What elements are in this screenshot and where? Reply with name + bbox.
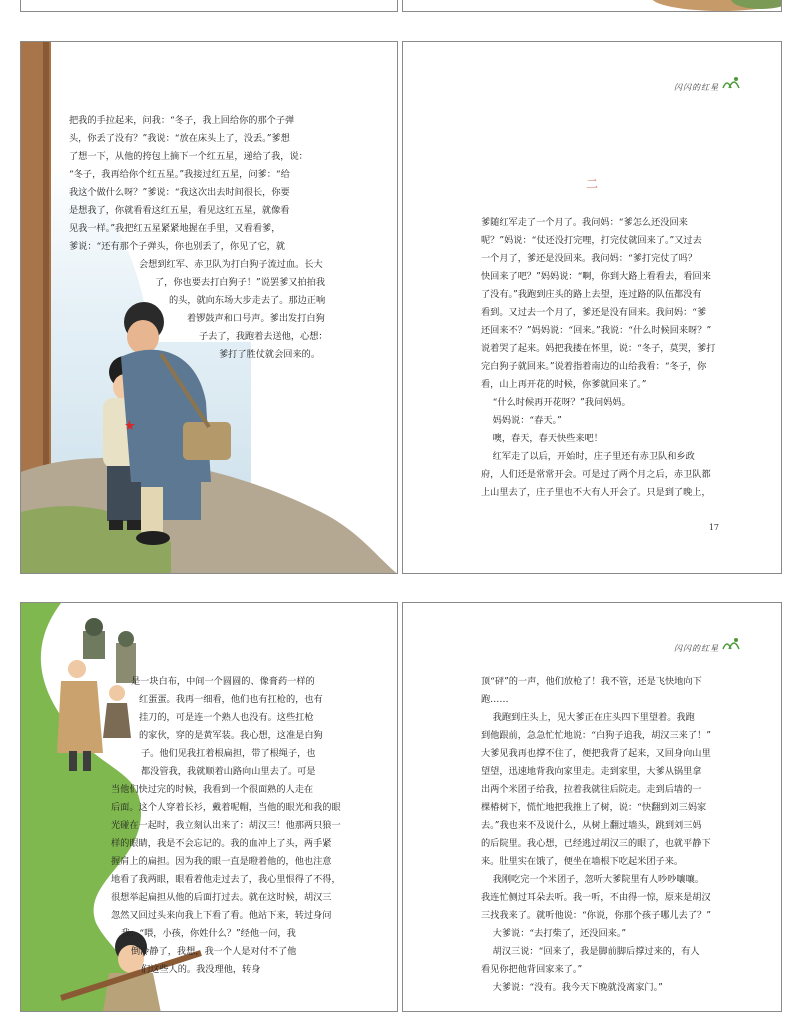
page-bottom-right-text xyxy=(481,673,711,997)
text-line: 的家伙，穿的是黄军装。我心想，这准是白狗 xyxy=(139,730,323,741)
text-line: 爹说：“还有那个子弹头，你也别丢了，你见了它，就 xyxy=(69,241,286,252)
text-line: 忽然又回过头来向我上下看了看。他站下来，转过身问 xyxy=(111,910,332,921)
text-line: “什么时候再开花呀？”我问妈妈。 xyxy=(481,397,631,408)
text-line: 都没管我，我就顺着山路向山里去了。可是 xyxy=(141,766,316,777)
text-line: 当他们快过完的时候，我看到一个很面熟的人走在 xyxy=(111,784,314,795)
text-line: 噢，春天，春天快些来吧！ xyxy=(481,433,603,444)
text-line: 是想我了，你就看看这红五星，看见这红五星，就像看 xyxy=(69,205,290,216)
text-line: 们这些人的。我没理他，转身 xyxy=(141,964,261,975)
text-line: 倒冷静了，我想，我一个人是对付不了他 xyxy=(131,946,297,957)
page-17-right xyxy=(402,41,782,574)
text-line: 握肩上的扁担。因为我的眼一直是瞪着他的，他也注意 xyxy=(111,856,332,867)
sprout-icon xyxy=(721,74,743,90)
text-line: 大爹说：“没有。我今天下晚就没离家门。” xyxy=(481,982,663,993)
text-line: 府，人们还是常常开会。可是过了两个月之后，赤卫队都 xyxy=(481,469,711,480)
page-bottom-left xyxy=(20,602,398,1012)
text-line: 到他跟前，急急忙忙地说：“白狗子追我，胡汉三来了！” xyxy=(481,730,711,741)
text-line: 红蛋蛋。我再一细看，他们也有扛枪的，也有 xyxy=(139,694,323,705)
chapter-mark: 二 xyxy=(585,177,598,191)
text-line: “冬子，我再给你个红五星。”我接过红五星，问爹：“给 xyxy=(69,169,290,180)
text-line: 把我的手拉起来，问我：“冬子，我上回给你的那个子弹 xyxy=(69,115,295,126)
text-line: 跑…… xyxy=(481,694,509,705)
text-line: 子。他们见我扛着根扁担，带了根绳子，也 xyxy=(141,748,316,759)
sprout-icon xyxy=(721,635,743,651)
text-line: 快回来了吧？”妈妈说：“啊，你到大路上看看去，看回来 xyxy=(481,271,711,282)
page-bottom-left-text xyxy=(111,673,341,979)
text-line: 望望，迅速地背我向家里走。走到家里，大爹从锅里拿 xyxy=(481,766,702,777)
previous-page-right xyxy=(402,0,782,12)
previous-page-illustration xyxy=(591,0,781,12)
text-line: 很想举起扁担从他的后面打过去。就在这时候，胡汉三 xyxy=(111,892,332,903)
page-17-right-text xyxy=(481,214,715,502)
text-line: 我这个做什么呀？”爹说：“我这次出去时间很长，你要 xyxy=(69,187,290,198)
text-line: 的后院里。我心想，已经逃过胡汉三的眼了，也就平静下 xyxy=(481,838,711,849)
text-line: 大爹说：“去打柴了，还没回来。” xyxy=(481,928,627,939)
page-17-left-text xyxy=(69,112,328,364)
text-line: 地看了我两眼，眼看着他走过去了，我心里恨得了不得， xyxy=(111,874,341,885)
text-line: 妈妈说：“春天。” xyxy=(481,415,562,426)
text-line: 看到。又过去一个月了，爹还是没有回来。我问妈：“爹 xyxy=(481,307,707,318)
text-line: 完白狗子就回来。”说着指着南边的山给我看：“冬子，你 xyxy=(481,361,707,372)
text-line: 我刚吃完一个米团子，忽听大爹院里有人吵吵嚷嚷。 xyxy=(481,874,704,885)
text-line: 呢？”妈说：“仗还没打完哩，打完仗就回来了。”又过去 xyxy=(481,235,702,246)
text-line: 我连忙侧过耳朵去听。我一听，不由得一惊，原来是胡汉 xyxy=(481,892,711,903)
page-bottom-right xyxy=(402,602,782,1012)
text-line: 来。肚里实在饿了，便坐在墙根下吃起米团子来。 xyxy=(481,856,684,867)
text-line: 看见你把他背回家来了。” xyxy=(481,964,583,975)
text-line: 一个月了，爹还是没回来。我问妈：“爹打完仗了吗？ xyxy=(481,253,698,264)
text-line: 了没有。”我跑到庄头的路上去望，连过路的队伍都没有 xyxy=(481,289,702,300)
text-line: 看，山上再开花的时候，你爹就回来了。” xyxy=(481,379,647,390)
text-line: 胡汉三说：“回来了，我是脚前脚后撑过来的，有人 xyxy=(481,946,700,957)
text-line: 头，你丢了没有？”我说：“放在床头上了，没丢。”爹想 xyxy=(69,133,290,144)
text-line: 上山里去了，庄子里也不大有人开会了。只是到了晚上， xyxy=(481,487,711,498)
text-line: 棵椿树下，慌忙地把我推上了树，说：“快翻到刘三妈家 xyxy=(481,802,707,813)
text-line: 了想一下，从他的挎包上摘下一个红五星，递给了我，说： xyxy=(69,151,308,162)
text-line: 红军走了以后，开始时，庄子里还有赤卫队和乡政 xyxy=(481,451,695,462)
text-line: 会想到红军、赤卫队为打白狗子流过血。长大 xyxy=(139,259,323,270)
text-line: 我：“喂，小孩，你姓什么？”经他一问，我 xyxy=(121,928,296,939)
text-line: 出两个米团子给我，拉着我就往后院走。走到后墙的一 xyxy=(481,784,702,795)
text-line: 光碰在一起时，我立刻认出来了：胡汉三！他那两只狼一 xyxy=(111,820,341,831)
text-line: 是一块白布，中间一个圆圆的、像膏药一样的 xyxy=(131,676,315,687)
text-line: 见我一样。”我把红五星紧紧地握在手里，又看看爹， xyxy=(69,223,281,234)
text-line: 顶“砰”的一声，他们放枪了！我不管，还是飞快地向下 xyxy=(481,676,702,687)
page-17-left xyxy=(20,41,398,574)
text-line: 爹随红军走了一个月了。我问妈：“爹怎么还没回来 xyxy=(481,217,688,228)
running-header-bottom: 闪闪的红星 xyxy=(674,644,719,653)
text-line: 说着哭了起来。妈把我搂在怀里，说：“冬子，莫哭，爹打 xyxy=(481,343,716,354)
text-line: 的头，就向东场大步走去了。那边正响 xyxy=(169,295,326,306)
previous-page-left xyxy=(20,0,398,12)
text-line: 大爹见我再也撑不住了，便把我背了起来，又回身向山里 xyxy=(481,748,711,759)
text-line: 挂刀的，可是连一个熟人也没有。这些扛枪 xyxy=(139,712,314,723)
text-line: 爹打了胜仗就会回来的。 xyxy=(219,349,321,360)
text-line: 子去了，我跑着去送他，心想： xyxy=(199,331,328,342)
text-line: 后面。这个人穿着长衫，戴着呢帽，当他的眼光和我的眼 xyxy=(111,802,341,813)
text-line: 还回来不？”妈妈说：“回来。”我说：“什么时候回来呀？” xyxy=(481,325,712,336)
running-header: 闪闪的红星 xyxy=(674,83,719,92)
text-line: 去。”我也来不及说什么，从树上翻过墙头，跳到刘三妈 xyxy=(481,820,702,831)
page-number: 17 xyxy=(708,523,719,532)
text-line: 我跑到庄头上，见大爹正在庄头四下里望着。我跑 xyxy=(481,712,695,723)
text-line: 样的眼睛，我是不会忘记的。我的血冲上了头，两手紧 xyxy=(111,838,332,849)
text-line: 了，你也要去打白狗子！”说罢爹又拍拍我 xyxy=(155,277,326,288)
text-line: 三找我来了。就听他说：“你说，你那个孩子哪儿去了？” xyxy=(481,910,711,921)
text-line: 着锣鼓声和口号声。爹出发打白狗 xyxy=(187,313,325,324)
